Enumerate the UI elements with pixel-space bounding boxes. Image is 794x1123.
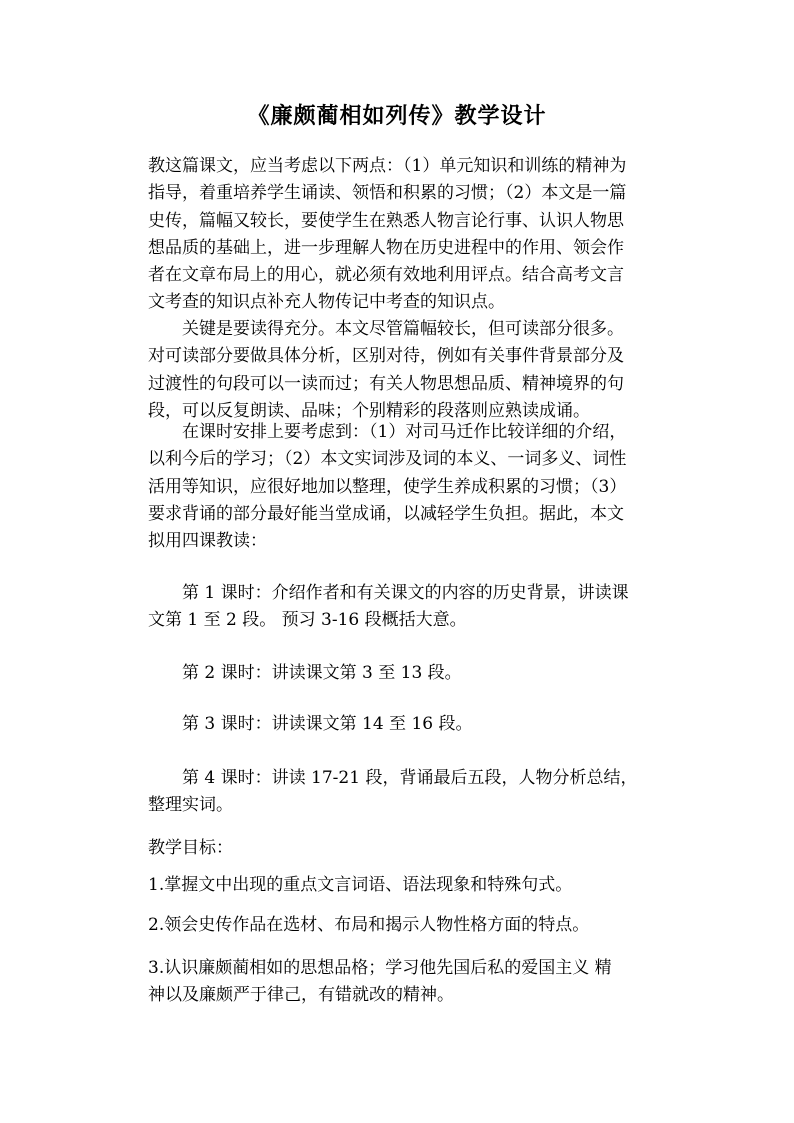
lesson-1: 第 1 课时：介绍作者和有关课文的内容的历史背景，讲读课 文第 1 至 2 段。 预习 3-16 段概括大意。: [148, 583, 629, 631]
objective-1: 1.掌握文中出现的重点文言词语、语法现象和特殊句式。: [148, 875, 573, 895]
intro-paragraph-1: 教这篇课文，应当考虑以下两点：（1）单元知识和训练的精神为 指导，着重培养学生诵读、领悟和积累的习惯；（2）本文是一篇 史传，篇幅又较长，要使学生在熟悉人物言论行事、认识人物思 想品质的基础上，进一步理解人物在历史进程中的作用、领会作 者在文章布局上的用心，就必须有效地利用评点。结合高考文言 文考查的知识点补充人物传记中考查的知识点。: [148, 156, 627, 313]
lesson-4: 第 4 课时：讲读 17-21 段，背诵最后五段，人物分析总结， 整理实词。: [148, 768, 638, 816]
intro-paragraph-2: 关键是要读得充分。本文尽管篇幅较长，但可读部分很多。 对可读部分要做具体分析，区别对待，例如有关事件背景部分及 过渡性的句段可以一读而过；有关人物思想品质、精神境界的句 段，可以反复朗读、品味；个别精彩的段落则应熟读成诵。: [148, 319, 624, 421]
lesson-2: 第 2 课时：讲读课文第 3 至 13 段。: [148, 663, 462, 683]
lesson-3: 第 3 课时：讲读课文第 14 至 16 段。: [148, 714, 473, 734]
objectives-heading: 教学目标：: [148, 838, 233, 858]
document-title: 《廉颇蔺相如列传》教学设计: [247, 103, 547, 129]
objective-2: 2.领会史传作品在选材、布局和揭示人物性格方面的特点。: [148, 915, 590, 935]
objective-3: 3.认识廉颇蔺相如的思想品格；学习他先国后私的爱国主义 精 神以及廉颇严于律己，有错就改的精神。: [148, 958, 612, 1006]
intro-paragraph-3: 在课时安排上要考虑到：（1）对司马迁作比较详细的介绍， 以利今后的学习；（2）本文实词涉及词的本义、一词多义、词性 活用等知识，应很好地加以整理，使学生养成积累的习惯；（3） 要求背诵的部分最好能当堂成诵，以减轻学生负担。据此，本文 拟用四课教读：: [148, 422, 627, 552]
